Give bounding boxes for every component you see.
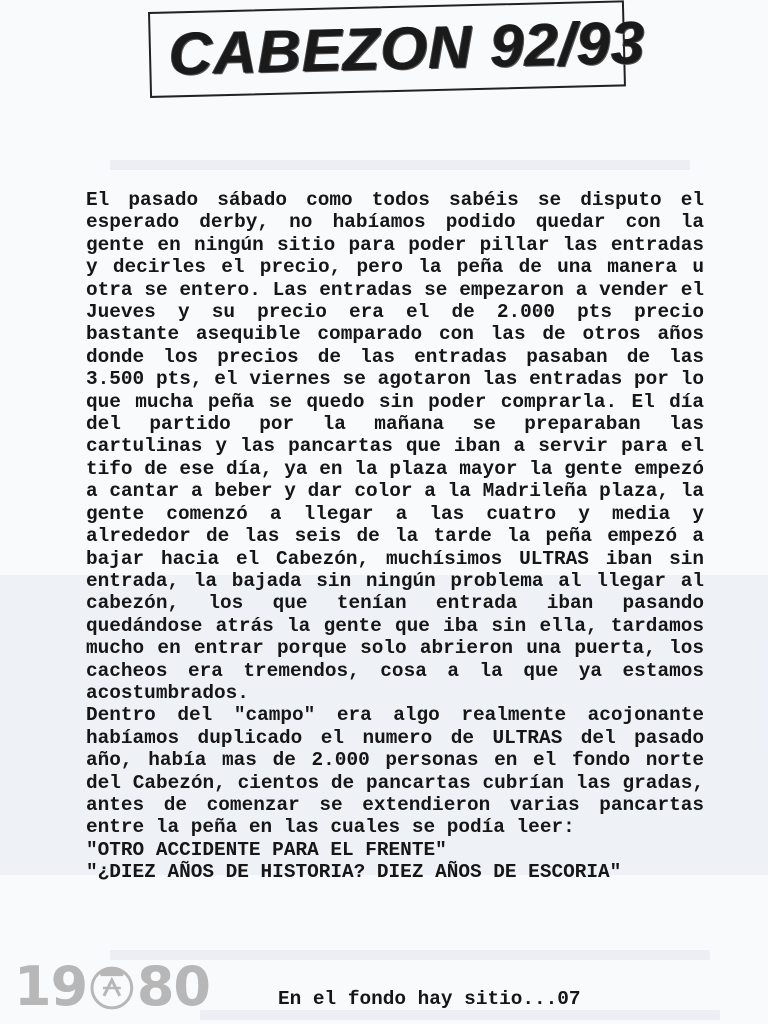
closing-line: En el fondo hay sitio...07 <box>278 988 581 1010</box>
logo-digits-left: 19 <box>14 955 88 1018</box>
banner-quote-1: "OTRO ACCIDENTE PARA EL FRENTE" <box>86 838 447 861</box>
title-stamp-box <box>148 0 647 98</box>
club-crest-icon <box>89 962 135 1012</box>
paragraph-inside-stadium: Dentro del "campo" era algo realmente acojonante habíamos duplicado el numero de ULTRAS del pasado año, había mas de 2.000 personas en el fondo norte del Cabezón, cientos de pancartas cubrían las gradas, antes de comenzar se extendieron varias pancartas entre la peña en las cuales se podía leer: <box>86 704 704 839</box>
article-body <box>86 189 704 884</box>
watermark-logo <box>14 955 210 1018</box>
banner-quote-2: "¿DIEZ AÑOS DE HISTORIA? DIEZ AÑOS DE ESCORIA" <box>86 861 622 884</box>
document-title: CABEZON 92/93 <box>168 8 647 88</box>
paragraph-derby-tickets: El pasado sábado como todos sabéis se disputo el esperado derby, no habíamos podido quedar con la gente en ningún sitio para poder pillar las entradas y decirles el precio, pero la peña de una manera u otra se entero. Las entradas se empezaron a vender el Jueves y su precio era el de 2.000 pts precio bastante asequible comparado con las de otros años donde los precios de las entradas pasaban de las 3.500 pts, el viernes se agotaron las entradas por lo que mucha peña se quedo sin poder comprarla. El día del partido por la mañana se preparaban las cartulinas y las pancartas que iban a servir para el tifo de ese día, ya en la plaza mayor la gente empezó a cantar a beber y dar color a la Madrileña plaza, la gente comenzó a llegar a las cuatro y media y alrededor de las seis de la tarde la peña empezó a bajar hacia el Cabezón, muchísimos ULTRAS iban sin entrada, la bajada sin ningún problema al llegar al cabezón, los que tenían entrada iban pasando quedándose atrás la gente que iba sin ella, tardamos mucho en entrar porque solo abrieron una puerta, los cacheos era tremendos, cosa a la que ya estamos acostumbrados. <box>86 189 704 704</box>
logo-digits-right: 80 <box>136 955 210 1018</box>
